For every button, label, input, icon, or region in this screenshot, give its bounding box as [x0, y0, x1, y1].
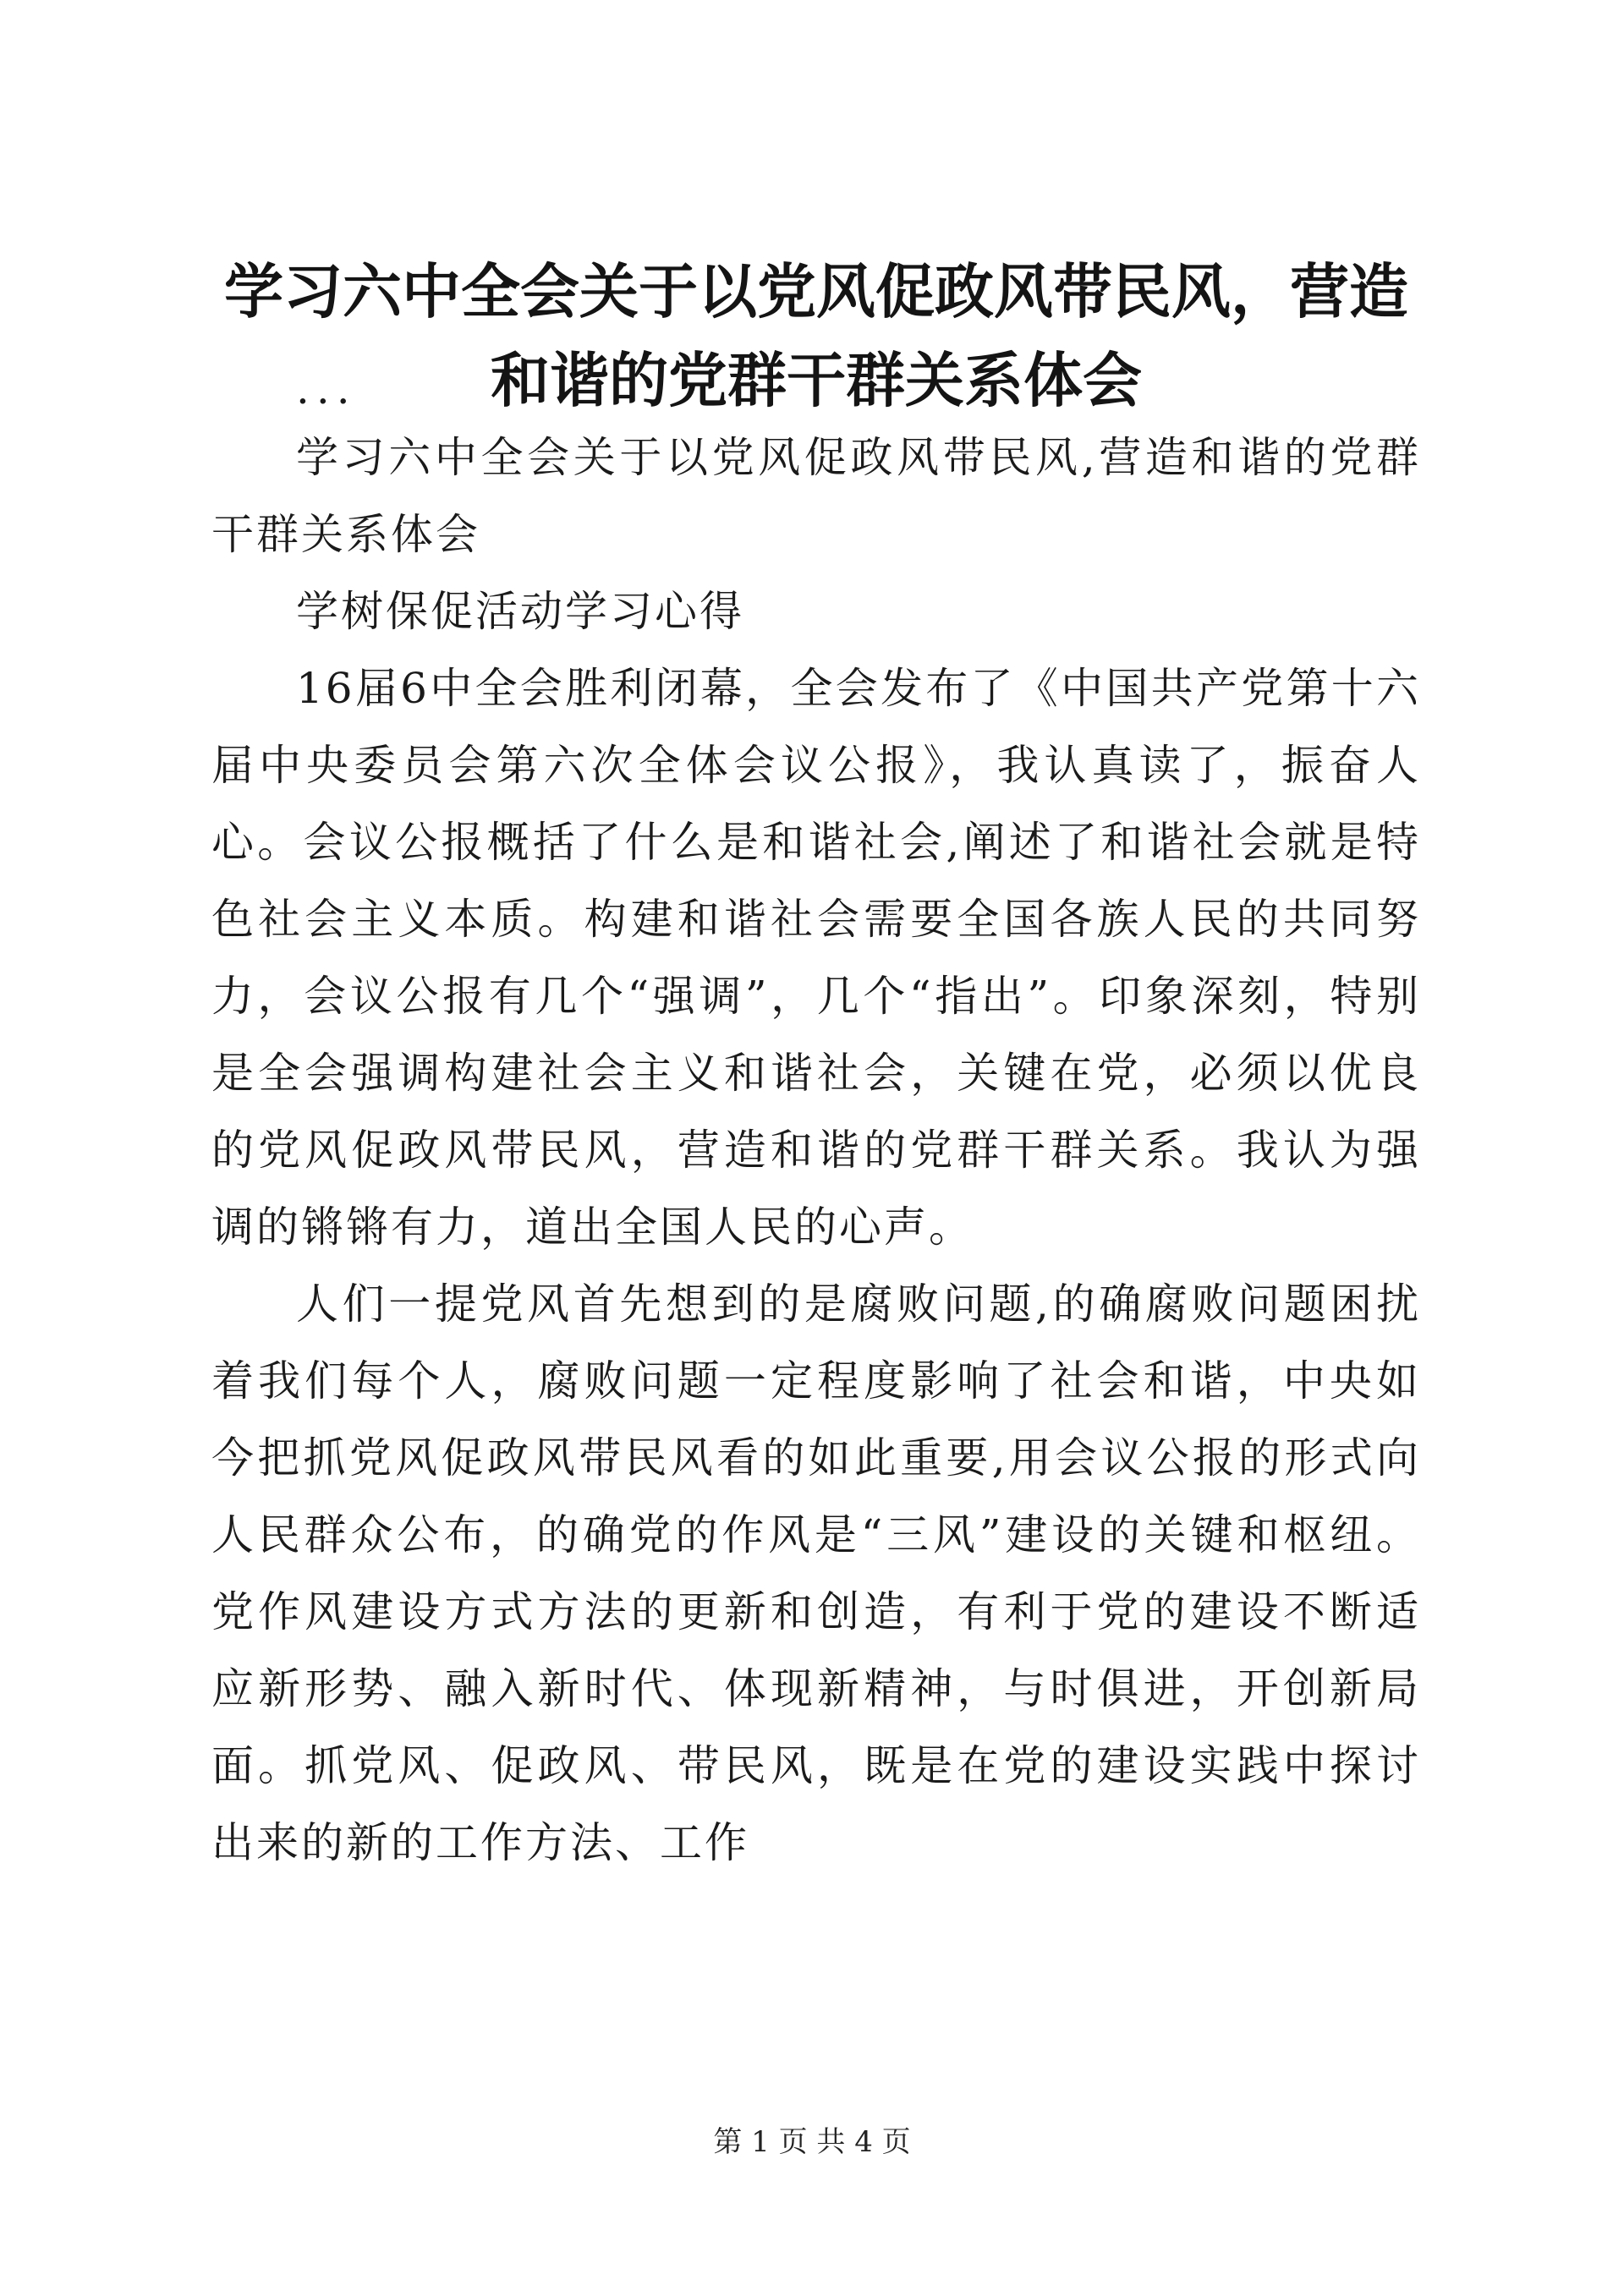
ellipsis-line: ...	[296, 364, 357, 414]
body-paragraph-2: 人们一提党风首先想到的是腐败问题,的确腐败问题困扰着我们每个人，腐败问题一定程度影响了社会和谐，中央如今把抓党风促政风带民风看的如此重要,用会议公报的形式向人民群众公布，的确党的作风是“三风”建设的关键和枢纽。党作风建设方式方法的更新和创造，有利于党的建设不断适应新形势、融入新时代、体现新精神，与时俱进，开创新局面。抓党风、促政风、带民风，既是在党的建设实践中探讨出来的新的工作方法、工作	[211, 1280, 1421, 1867]
title-line-2: 和谐的党群干群关系体会	[491, 345, 1142, 415]
document-body	[211, 364, 1421, 1882]
subtitle-paragraph: 学习六中全会关于以党风促政风带民风,营造和谐的党群干群关系体会	[211, 433, 1421, 559]
title-line-1: 学习六中全会关于以党风促政风带民风，营造	[224, 256, 1408, 326]
page-footer: 第 1 页 共 4 页	[713, 2125, 911, 2159]
heading-paragraph: 学树保促活动学习心得	[296, 587, 744, 636]
body-paragraph-1: 16届6中全会胜利闭幕，全会发布了《中国共产党第十六届中央委员会第六次全体会议公报》，我认真读了，振奋人心。会议公报概括了什么是和谐社会,阐述了和谐社会就是特色社会主义本质。构建和谐社会需要全国各族人民的共同努力，会议公报有几个“强调”，几个“指出”。印象深刻，特别是全会强调构建社会主义和谐社会，关键在党，必须以优良的党风促政风带民风，营造和谐的党群干群关系。我认为强调的锵锵有力，道出全国人民的心声。	[211, 664, 1421, 1252]
